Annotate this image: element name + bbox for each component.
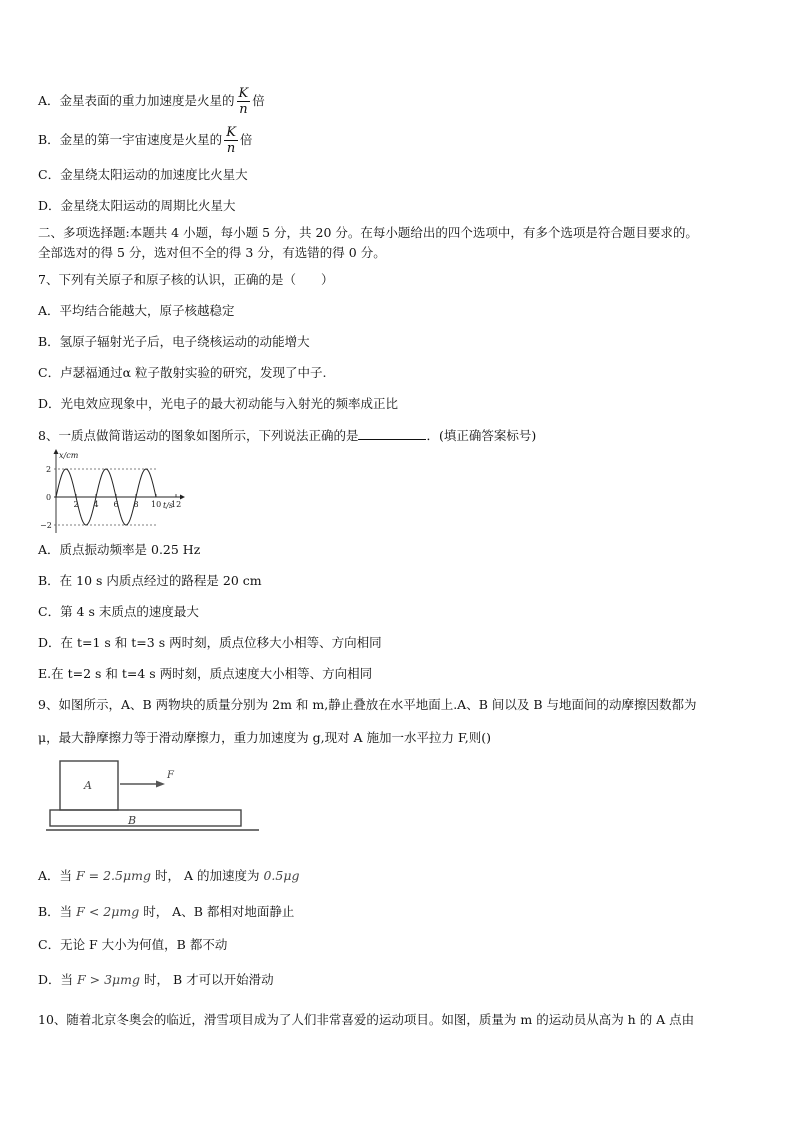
q7-option-b: B．氢原子辐射光子后，电子绕核运动的动能增大 bbox=[38, 334, 310, 349]
math-expression: F < 2μmg bbox=[76, 904, 140, 919]
q8-option-d: D．在 t=1 s 和 t=3 s 两时刻，质点位移大小相等、方向相同 bbox=[38, 635, 382, 650]
q8-option-c: C．第 4 s 末质点的速度最大 bbox=[38, 604, 199, 619]
answer-blank bbox=[358, 427, 426, 440]
shm-graph bbox=[38, 447, 188, 537]
q9-option-a bbox=[38, 868, 754, 884]
q8-stem-suffix: ．(填正确答案标号) bbox=[426, 428, 537, 443]
q6-option-b-suffix: 倍 bbox=[239, 132, 253, 147]
x-tick-label: 2 bbox=[73, 500, 79, 509]
x-tick-label: 10 bbox=[151, 500, 162, 509]
x-tick-label: 6 bbox=[113, 500, 119, 509]
section2-line1: 二、多项选择题:本题共 4 小题，每小题 5 分，共 20 分。在每小题给出的四个选项中，有多个选项是符合题目要求的。 bbox=[38, 225, 698, 240]
q6-option-a-suffix: 倍 bbox=[252, 93, 265, 108]
q8-option-a: A．质点振动频率是 0.25 Hz bbox=[38, 542, 201, 557]
q7-option-d: D．光电效应现象中，光电子的最大初动能与入射光的频率成正比 bbox=[38, 396, 399, 411]
q9-stem-line2: μ，最大静摩擦力等于滑动摩擦力，重力加速度为 g,现对 A 施加一水平拉力 F,则() bbox=[38, 730, 491, 745]
q9-option-b bbox=[38, 904, 754, 920]
math-expression: F > 3μmg bbox=[77, 972, 141, 987]
math-expression: F = 2.5μmg bbox=[76, 868, 151, 883]
blocks-figure bbox=[44, 758, 264, 838]
q9-option-a-prefix: A．当 bbox=[38, 868, 73, 883]
math-expression: 0.5μg bbox=[263, 868, 300, 883]
q7-stem: 7、下列有关原子和原子核的认识，正确的是（ ） bbox=[38, 272, 334, 287]
fraction-denominator: n bbox=[239, 102, 248, 117]
q9-option-c: C．无论 F 大小为何值，B 都不动 bbox=[38, 937, 228, 952]
q9-option-d-prefix: D．当 bbox=[38, 972, 74, 987]
fraction bbox=[237, 86, 251, 117]
y-tick-label: 0 bbox=[46, 493, 52, 502]
q6-option-d: D．金星绕太阳运动的周期比火星大 bbox=[38, 198, 236, 213]
y-tick-label: −2 bbox=[40, 521, 52, 530]
q6-option-a-text: A．金星表面的重力加速度是火星的 bbox=[38, 93, 235, 108]
q8-option-e: E.在 t=2 s 和 t=4 s 两时刻，质点速度大小相等、方向相同 bbox=[38, 666, 373, 681]
x-axis-arrow-icon bbox=[180, 495, 185, 500]
x-tick-label: 12 bbox=[171, 500, 182, 509]
q7-option-a: A．平均结合能越大，原子核越稳定 bbox=[38, 303, 235, 318]
q6-option-b-text: B．金星的第一宇宙速度是火星的 bbox=[38, 132, 223, 147]
q9-option-a-mid2: A 的加速度为 bbox=[183, 868, 260, 883]
label-a: A bbox=[84, 779, 92, 792]
fraction bbox=[224, 125, 238, 156]
q6-option-b bbox=[38, 125, 754, 156]
x-tick-label: 8 bbox=[133, 500, 139, 509]
q8-stem bbox=[38, 427, 754, 444]
q8-stem-text: 8、一质点做简谐运动的图象如图所示，下列说法正确的是 bbox=[38, 428, 359, 443]
q6-option-c: C．金星绕太阳运动的加速度比火星大 bbox=[38, 167, 248, 182]
x-tick-label: 4 bbox=[93, 500, 99, 509]
x-axis-label: t/s bbox=[163, 501, 174, 510]
q9-option-a-mid: 时， bbox=[154, 868, 180, 883]
section2-line2: 全部选对的得 5 分，选对但不全的得 3 分，有选错的得 0 分。 bbox=[38, 245, 386, 260]
y-tick-label: 2 bbox=[46, 465, 52, 474]
y-axis-label: x/cm bbox=[59, 451, 79, 460]
q6-option-a bbox=[38, 86, 754, 117]
block-b bbox=[50, 810, 241, 826]
q9-stem-line1: 9、如图所示，A、B 两物块的质量分别为 2m 和 m,静止叠放在水平地面上.A、B 间以及 B 与地面间的动摩擦因数都为 bbox=[38, 697, 697, 712]
fraction-numerator: K bbox=[238, 86, 249, 101]
fraction-numerator: K bbox=[226, 125, 236, 140]
q9-option-d-suffix: 时， B 才可以开始滑动 bbox=[144, 972, 274, 987]
q10-stem: 10、随着北京冬奥会的临近，滑雪项目成为了人们非常喜爱的运动项目。如图，质量为 m 的运动员从高为 h 的 A 点由 bbox=[38, 1012, 695, 1027]
fraction-denominator: n bbox=[226, 141, 236, 156]
q8-option-b: B．在 10 s 内质点经过的路程是 20 cm bbox=[38, 573, 262, 588]
label-f: F bbox=[167, 770, 174, 781]
q9-option-d bbox=[38, 972, 754, 988]
q9-option-b-prefix: B．当 bbox=[38, 904, 73, 919]
force-arrow-head-icon bbox=[156, 781, 165, 788]
label-b: B bbox=[128, 814, 137, 827]
y-axis-arrow-icon bbox=[54, 449, 59, 454]
q7-option-c: C．卢瑟福通过α 粒子散射实验的研究，发现了中子. bbox=[38, 365, 327, 380]
q9-option-b-suffix: 时， A、B 都相对地面静止 bbox=[143, 904, 295, 919]
